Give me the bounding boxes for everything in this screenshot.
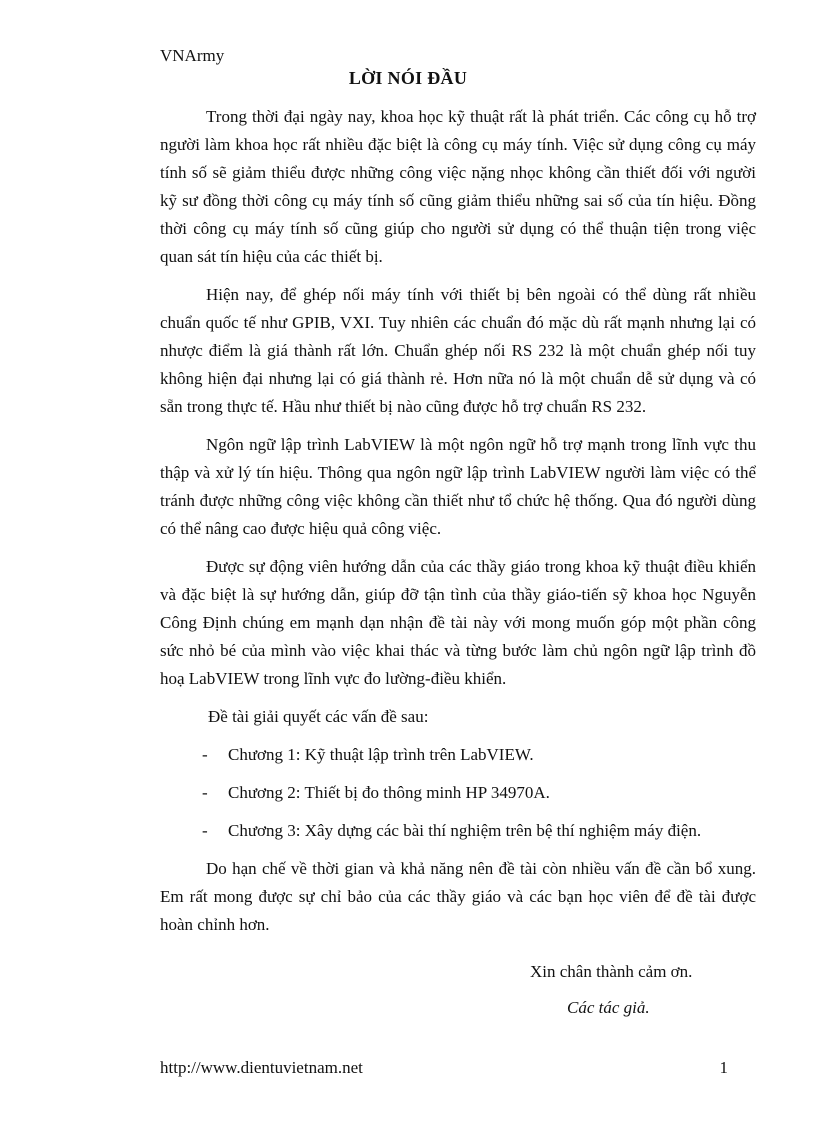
list-dash: -: [202, 783, 208, 802]
closing-line: Xin chân thành cảm ơn.: [530, 962, 693, 981]
chapter-item-label: Chương 3: Xây dựng các bài thí nghiệm trên bệ thí nghiệm máy điện.: [228, 821, 702, 840]
paragraph-intro: Trong thời đại ngày nay, khoa học kỹ thuật rất là phát triển. Các công cụ hỗ trợ người làm khoa học rất nhiều đặc biệt là công cụ máy tính. Việc sử dụng công cụ máy tính số sẽ giảm thiểu được những công việc nặng nhọc không cần thiết đối với người kỹ sư đồng thời công cụ máy tính số cũng giảm thiểu những sai số của tín hiệu. Đồng thời công cụ máy tính số cũng giúp cho người sử dụng có thể thuận tiện trong việc quan sát tín hiệu của các thiết bị.: [160, 107, 756, 266]
footer-url: http://www.dientuvietnam.net: [160, 1058, 363, 1077]
list-dash: -: [202, 821, 208, 840]
signature: Các tác giả.: [567, 998, 650, 1017]
list-dash: -: [202, 745, 208, 764]
header-tag: VNArmy: [160, 46, 225, 65]
topics-intro: Đề tài giải quyết các vấn đề sau:: [208, 707, 429, 726]
paragraph-labview: Ngôn ngữ lập trình LabVIEW là một ngôn ngữ hỗ trợ mạnh trong lĩnh vực thu thập và xử lý tín hiệu. Thông qua ngôn ngữ lập trình LabVIEW người làm việc có thể tránh được những công việc không cần thiết như tổ chức hệ thống. Qua đó người dùng có thể nâng cao được hiệu quả công việc.: [160, 435, 756, 538]
chapter-item-label: Chương 1: Kỹ thuật lập trình trên LabVIEW.: [228, 745, 534, 764]
page-number: 1: [719, 1058, 728, 1077]
list-item: [160, 817, 756, 845]
chapter-item-label: Chương 2: Thiết bị đo thông minh HP 34970A.: [228, 783, 550, 802]
list-item: [160, 741, 756, 769]
paragraph-final: Do hạn chế về thời gian và khả năng nên đề tài còn nhiều vấn đề cần bổ xung. Em rất mong được sự chỉ bảo của các thầy giáo và các bạn học viên để đề tài được hoàn chỉnh hơn.: [160, 859, 756, 934]
list-item: [160, 779, 756, 807]
page-title: LỜI NÓI ĐẦU: [348, 68, 468, 88]
paragraph-interfaces: Hiện nay, để ghép nối máy tính với thiết bị bên ngoài có thể dùng rất nhiều chuẩn quốc tế như GPIB, VXI. Tuy nhiên các chuẩn đó mặc dù rất mạnh nhưng lại có nhược điểm là giá thành rất lớn. Chuẩn ghép nối RS 232 là một chuẩn ghép nối tuy không hiện đại nhưng lại có giá thành rẻ. Hơn nữa nó là một chuẩn dễ sử dụng và có sẵn trong thực tế. Hầu như thiết bị nào cũng được hỗ trợ chuẩn RS 232.: [160, 285, 756, 416]
paragraph-acknowledgement: Được sự động viên hướng dẫn của các thầy giáo trong khoa kỹ thuật điều khiển và đặc biệt là sự hướng dẫn, giúp đỡ tận tình của thầy giáo-tiến sỹ khoa học Nguyễn Công Định chúng em mạnh dạn nhận đề tài này với mong muốn góp một phần công sức nhỏ bé của mình vào việc khai thác và từng bước làm chủ ngôn ngữ lập trình đồ hoạ LabVIEW trong lĩnh vực đo lường-điều khiển.: [160, 557, 756, 688]
document-body: [160, 103, 756, 949]
chapter-list: [160, 741, 756, 845]
